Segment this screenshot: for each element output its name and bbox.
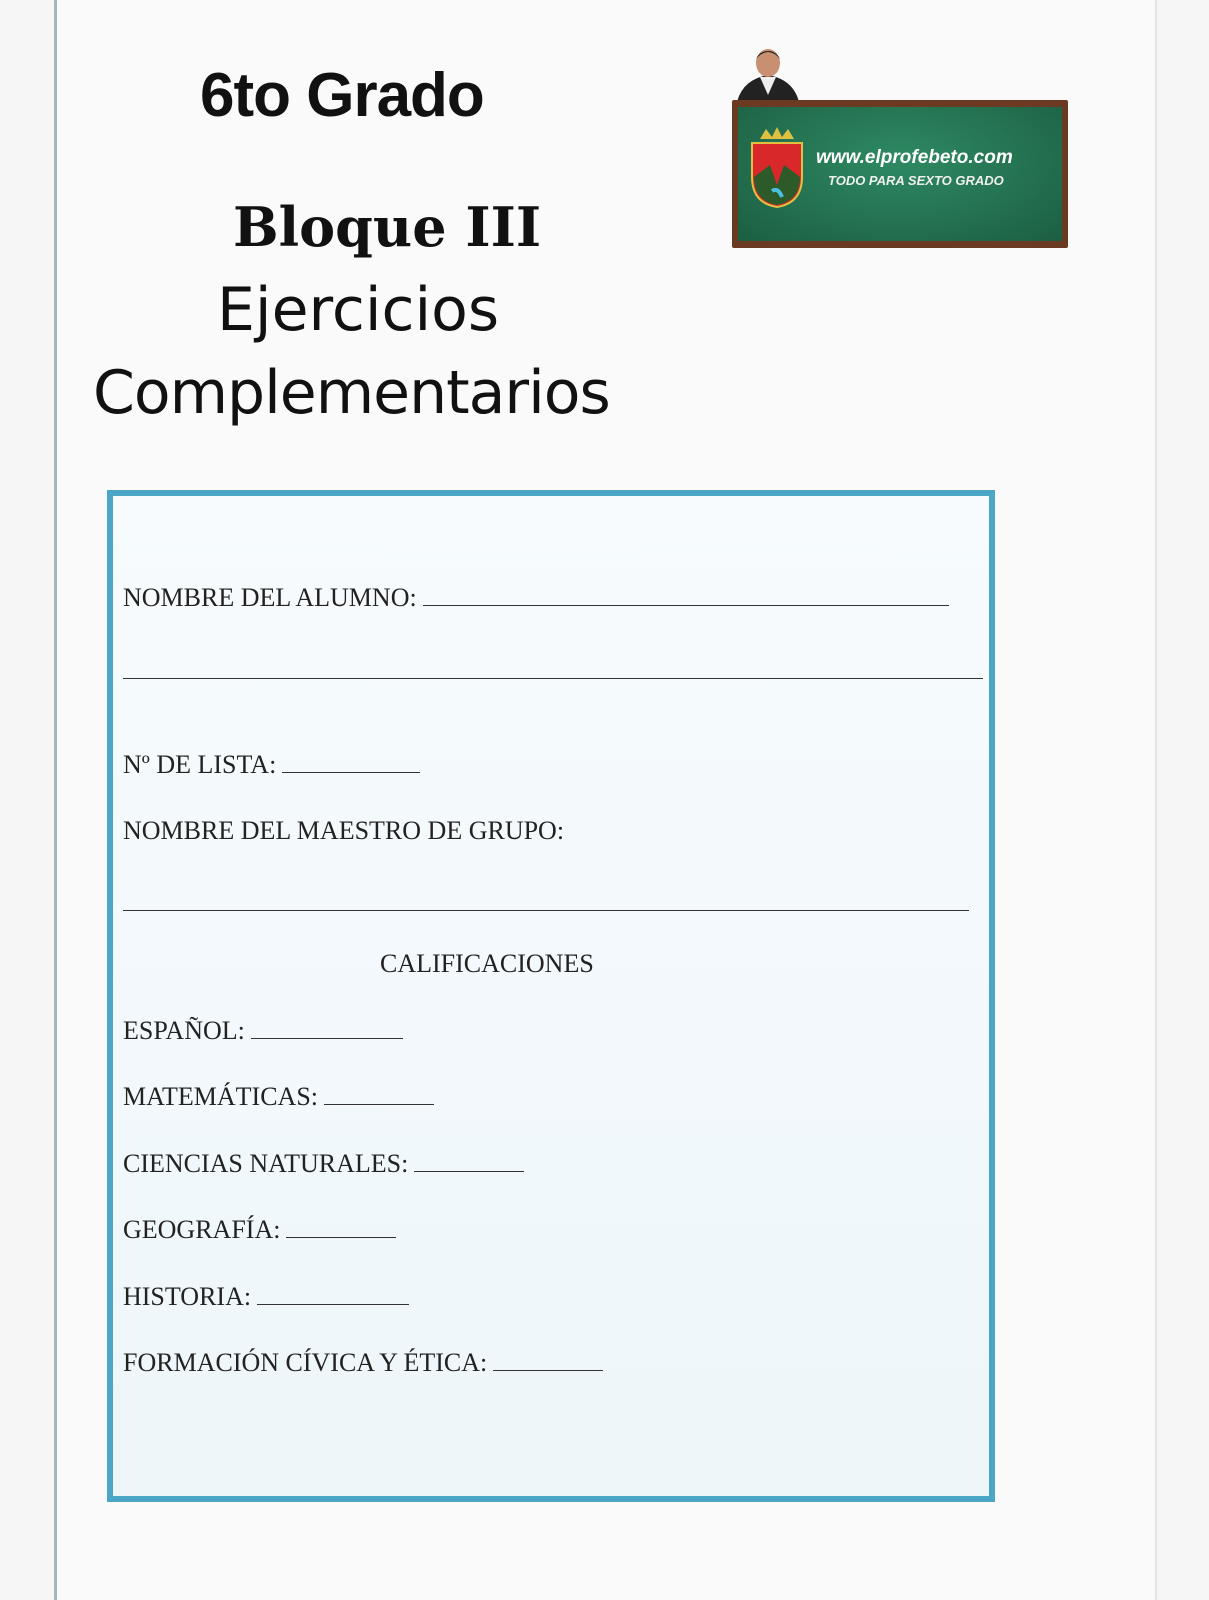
teacher-photo-icon (732, 45, 812, 107)
logo-url: www.elprofebeto.com (816, 147, 1013, 168)
grade-blank[interactable] (324, 1082, 434, 1105)
list-number-field[interactable] (123, 750, 420, 780)
student-name-blank[interactable] (423, 583, 949, 606)
grades-heading: CALIFICACIONES (380, 949, 594, 978)
title-line-1: Ejercicios (217, 275, 500, 345)
subject-label: HISTORIA: (123, 1282, 252, 1311)
subject-ciencias-naturales[interactable] (123, 1149, 524, 1179)
student-name-blank-2[interactable] (123, 678, 983, 679)
grade-blank[interactable] (286, 1215, 396, 1238)
block-title: Bloque III (233, 195, 542, 259)
coat-of-arms-icon (748, 125, 806, 209)
student-name-field[interactable] (123, 583, 949, 613)
subject-label: ESPAÑOL: (123, 1016, 245, 1045)
subject-historia[interactable] (123, 1282, 409, 1312)
grade-blank[interactable] (257, 1282, 409, 1305)
elprofebeto-logo (732, 45, 1077, 255)
grade-title: 6to Grado (200, 61, 484, 130)
subject-label: MATEMÁTICAS: (123, 1082, 319, 1111)
page-edge (1155, 0, 1157, 1600)
list-number-blank[interactable] (282, 750, 420, 773)
teacher-name-label: NOMBRE DEL MAESTRO DE GRUPO: (123, 816, 565, 845)
subject-label: GEOGRAFÍA: (123, 1215, 281, 1244)
grade-blank[interactable] (414, 1149, 524, 1172)
grade-blank[interactable] (493, 1348, 603, 1371)
list-number-label: Nº DE LISTA: (123, 750, 277, 779)
subject-espanol[interactable] (123, 1016, 403, 1046)
subject-label: CIENCIAS NATURALES: (123, 1149, 409, 1178)
title-line-2: Complementarios (93, 358, 610, 428)
grade-blank[interactable] (251, 1016, 403, 1039)
teacher-name-field (123, 816, 564, 846)
subject-geografia[interactable] (123, 1215, 396, 1245)
subject-label: FORMACIÓN CÍVICA Y ÉTICA: (123, 1348, 488, 1377)
subject-formacion-civica[interactable] (123, 1348, 603, 1378)
logo-tagline: TODO PARA SEXTO GRADO (828, 173, 1004, 188)
chalkboard (732, 100, 1068, 248)
student-name-label: NOMBRE DEL ALUMNO: (123, 583, 417, 612)
teacher-name-blank[interactable] (123, 910, 969, 911)
subject-matematicas[interactable] (123, 1082, 434, 1112)
